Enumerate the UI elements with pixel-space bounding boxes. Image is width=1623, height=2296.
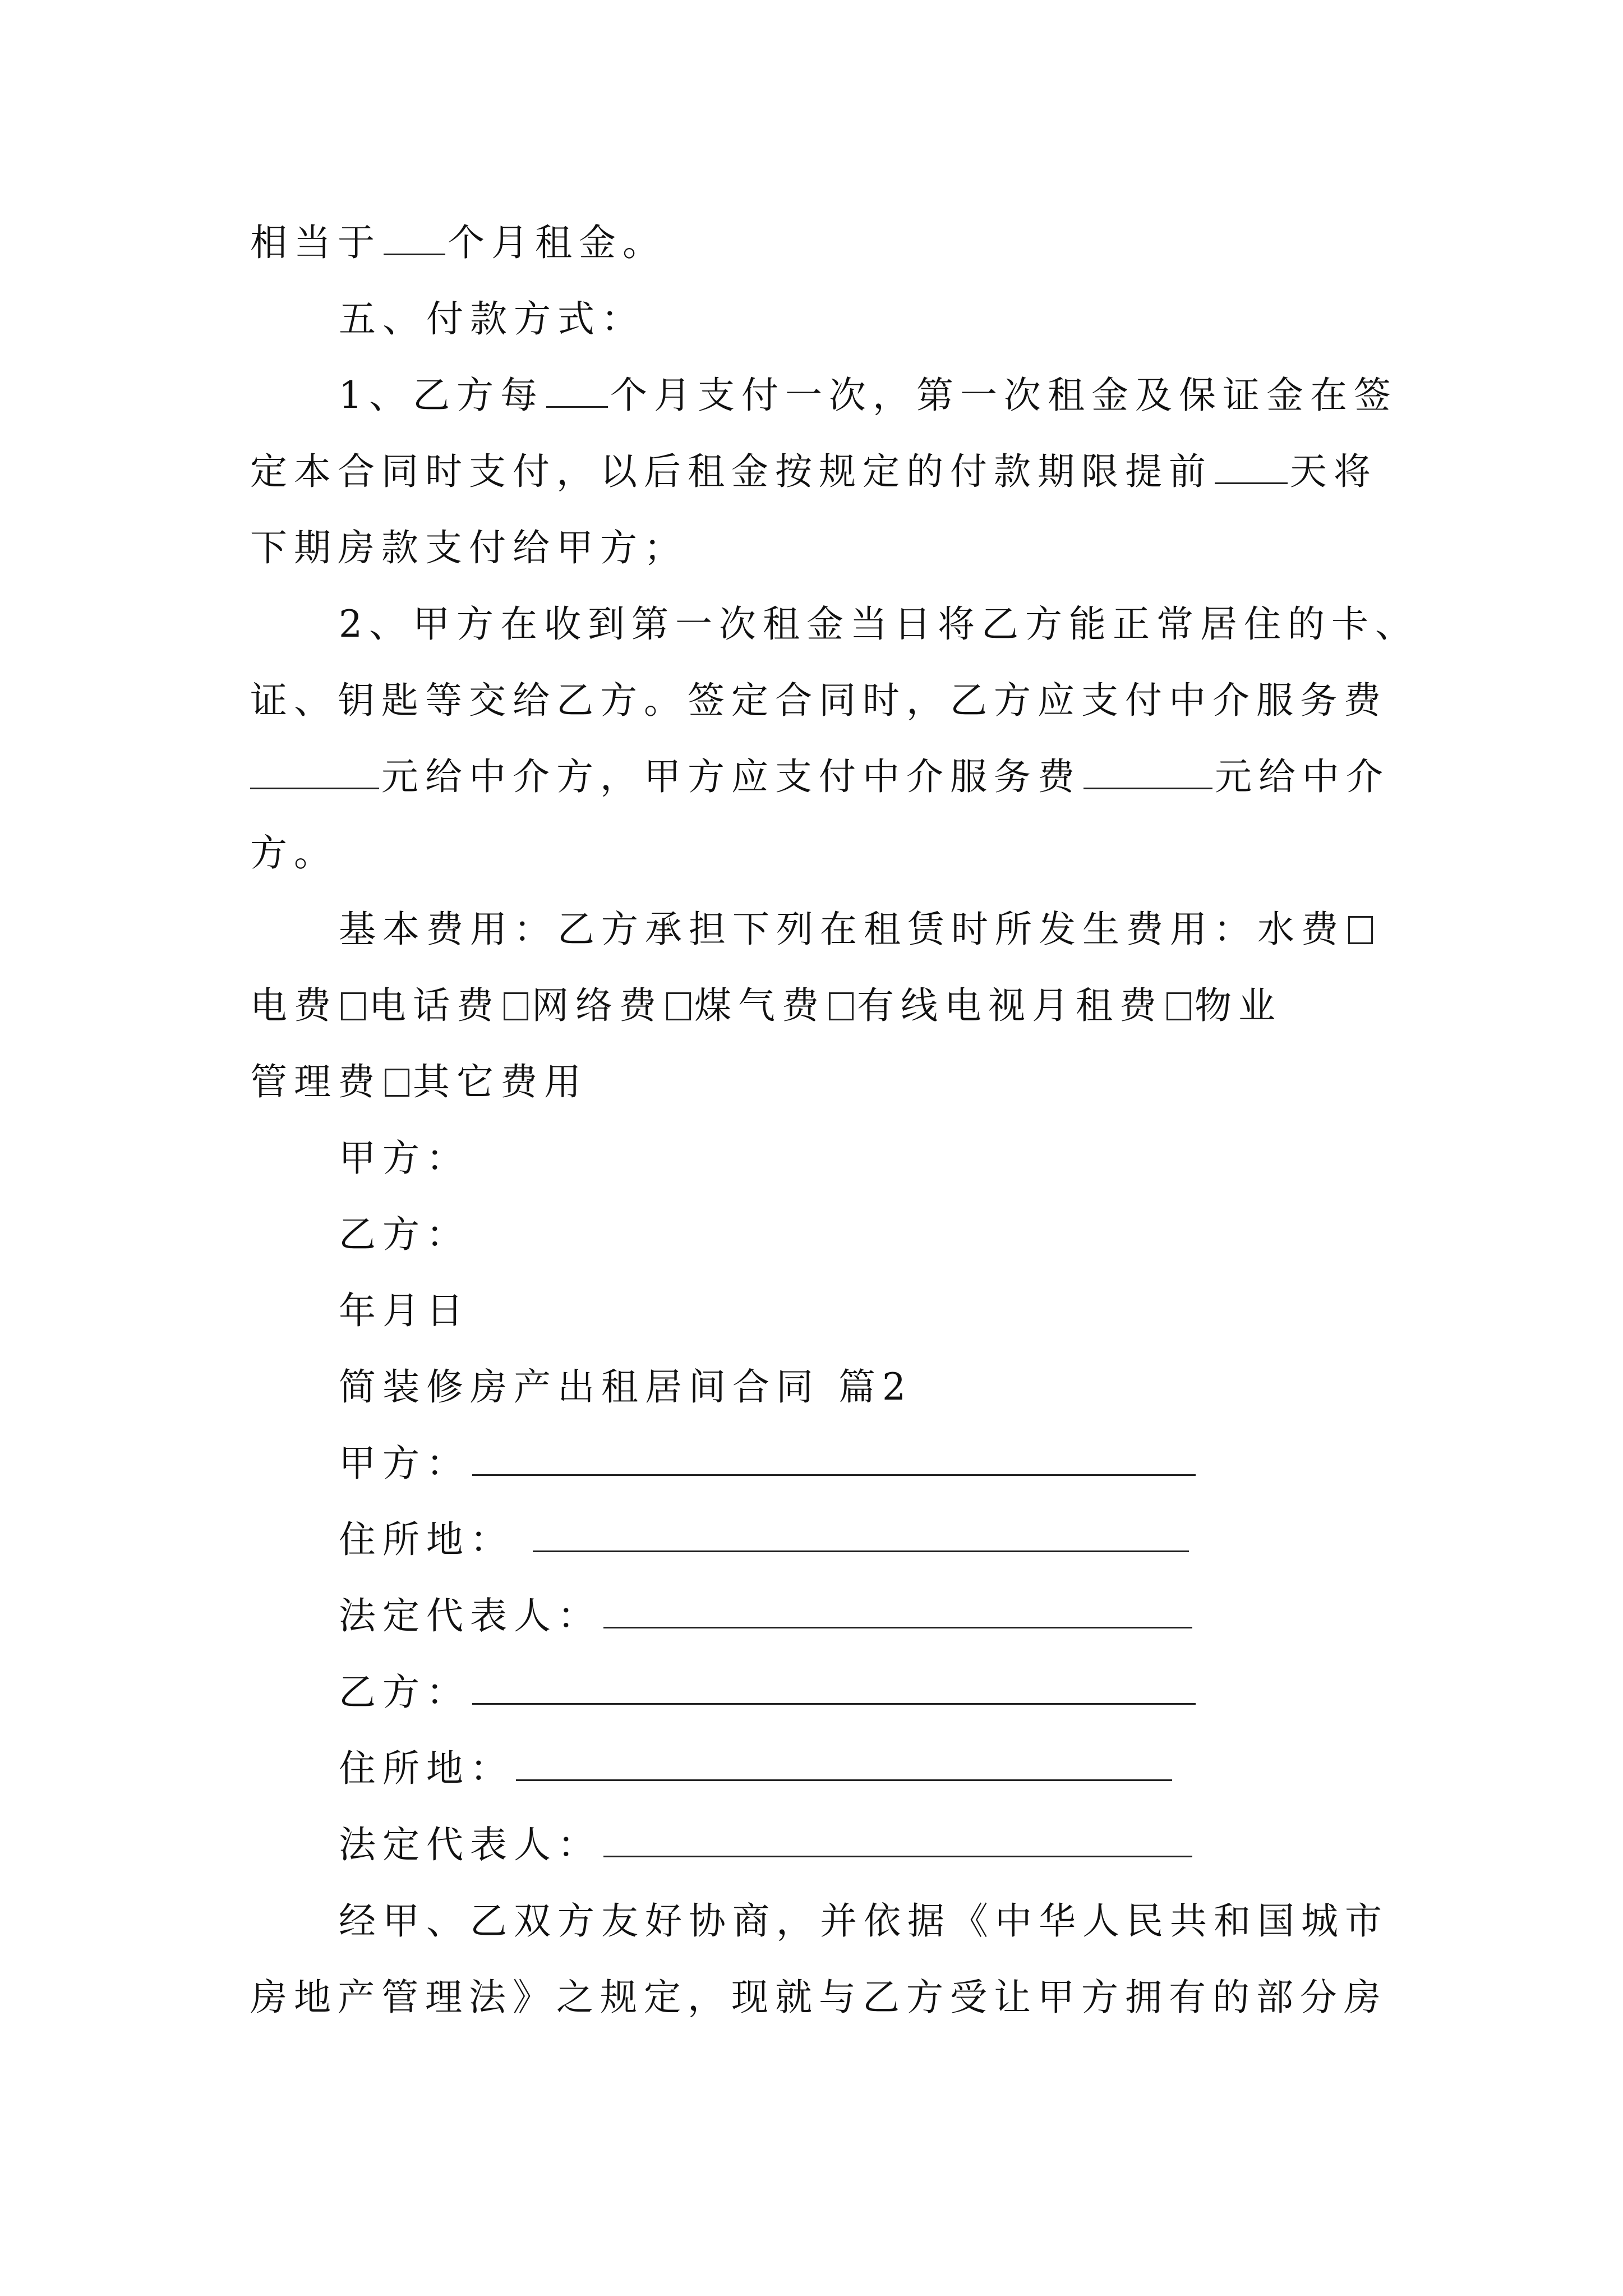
checkbox[interactable] [666, 992, 691, 1020]
text-segment: 相当于 [250, 221, 381, 264]
fill-line[interactable] [533, 1517, 1189, 1552]
text-segment: 元给中介 [1215, 755, 1390, 798]
fee-label: 有线电视月租费 [857, 984, 1163, 1027]
field-address-a [339, 1515, 1477, 1565]
text-line [250, 218, 1389, 268]
field-party-b [339, 1667, 1477, 1718]
checkbox[interactable] [341, 992, 366, 1020]
field-party-a [339, 1438, 1477, 1489]
field-label: 法定代表人： [339, 1594, 601, 1637]
fee-label: 物业 [1195, 984, 1282, 1027]
fill-line[interactable] [603, 1593, 1192, 1628]
checkbox[interactable] [504, 992, 528, 1020]
signature-party-a: 甲方： [339, 1137, 470, 1180]
checkbox[interactable] [829, 992, 854, 1020]
text-line [250, 981, 1389, 1031]
fill-line[interactable] [472, 1669, 1196, 1705]
fee-label: 电话费 [369, 984, 500, 1027]
fill-blank [250, 754, 379, 789]
text-line [250, 447, 1389, 497]
fee-label: 网络费 [532, 984, 663, 1027]
field-representative-a [339, 1591, 1477, 1641]
checkbox[interactable] [1348, 916, 1373, 944]
fill-blank [1215, 449, 1288, 484]
fill-blank [1083, 754, 1212, 789]
text-line [250, 1057, 1389, 1107]
field-label: 住所地： [339, 1747, 514, 1790]
checkbox[interactable] [1166, 992, 1191, 1020]
signature-party-b: 乙方： [339, 1213, 470, 1256]
fill-line[interactable] [472, 1441, 1196, 1476]
section-title: 简装修房产出租居间合同 篇2 [339, 1365, 912, 1409]
text-line: 方。 [250, 831, 338, 875]
field-address-b [339, 1743, 1477, 1794]
text-line [339, 904, 1477, 955]
fill-line[interactable] [516, 1746, 1172, 1781]
fill-blank [546, 372, 608, 408]
text-line: 下期房款支付给甲方； [250, 526, 688, 569]
text-line: 经甲、乙双方友好协商，并依据《中华人民共和国城市 [339, 1899, 1389, 1943]
text-segment: 个月支付一次，第一次租金及保证金在签 [610, 374, 1398, 417]
text-line: 房地产管理法》之规定，现就与乙方受让甲方拥有的部分房 [250, 1976, 1387, 2019]
fill-line[interactable] [603, 1822, 1192, 1857]
text-line: 证、钥匙等交给乙方。签定合同时，乙方应支付中介服务费 [250, 679, 1387, 722]
text-line: 2、甲方在收到第一次租金当日将乙方能正常居住的卡、 [339, 602, 1419, 646]
fee-label: 其它费用 [413, 1060, 588, 1103]
field-label: 住所地： [339, 1518, 514, 1561]
signature-date: 年月日 [339, 1289, 470, 1332]
text-line [250, 752, 1389, 802]
text-segment: 基本费用：乙方承担下列在租赁时所发生费用：水费 [339, 908, 1345, 951]
text-line [339, 370, 1477, 421]
fee-label: 电费 [250, 984, 338, 1027]
fee-label: 管理费 [250, 1060, 381, 1103]
checkbox[interactable] [385, 1069, 409, 1097]
field-label: 甲方： [339, 1442, 470, 1485]
fill-blank [384, 220, 445, 255]
text-segment: 1、乙方每 [339, 374, 544, 417]
field-label: 法定代表人： [339, 1823, 601, 1866]
text-segment: 个月租金。 [448, 221, 666, 264]
fee-label: 煤气费 [694, 984, 826, 1027]
field-representative-b [339, 1820, 1477, 1870]
text-segment: 定本合同时支付，以后租金按规定的付款期限提前 [250, 450, 1212, 493]
text-segment: 元给中介方，甲方应支付中介服务费 [381, 755, 1081, 798]
section-heading: 五、付款方式： [339, 297, 645, 341]
text-segment: 天将 [1290, 450, 1377, 493]
field-label: 乙方： [339, 1671, 470, 1714]
